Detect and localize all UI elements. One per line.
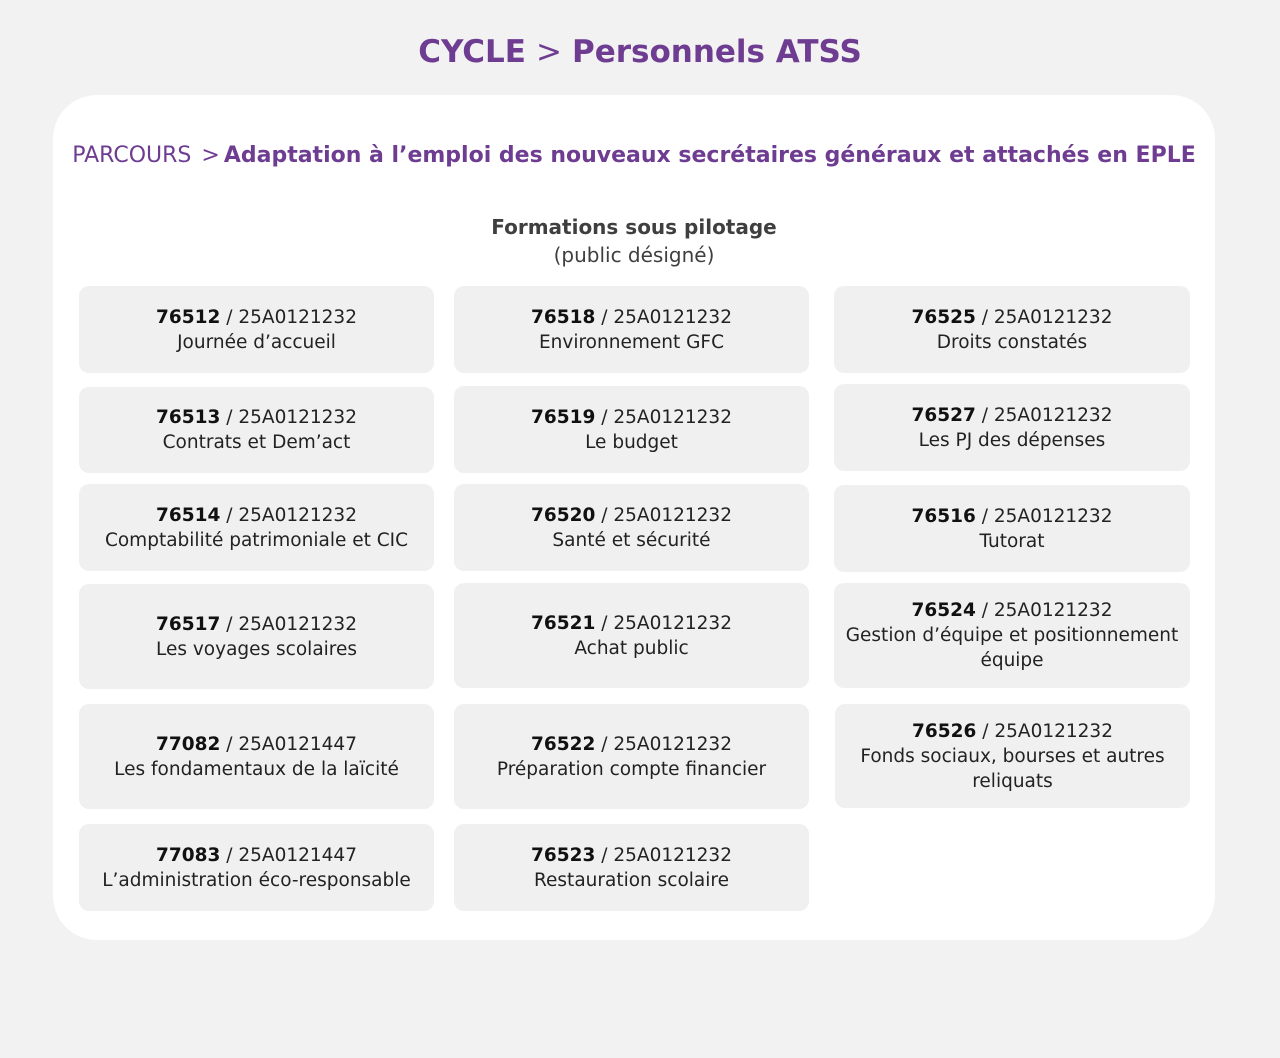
formation-session: / 25A0121232 <box>595 306 732 328</box>
formation-title: Achat public <box>574 637 689 659</box>
formation-session: / 25A0121232 <box>976 720 1113 742</box>
formation-session: / 25A0121232 <box>595 406 732 428</box>
formation-code: 76524 <box>911 600 976 621</box>
formation-title: L’administration éco-responsable <box>102 869 411 891</box>
formation-card[interactable] <box>79 387 434 473</box>
formation-code: 76527 <box>911 404 976 426</box>
formation-code: 76519 <box>531 406 596 428</box>
parcours-name: Adaptation à l’emploi des nouveaux secrétaires généraux et attachés en EPLE <box>223 143 1196 168</box>
formation-title: Restauration scolaire <box>534 869 729 891</box>
parcours-separator: > <box>201 143 220 168</box>
breadcrumb-separator: > <box>535 34 562 70</box>
formation-code: 77082 <box>156 733 221 755</box>
formation-code: 76523 <box>531 844 596 866</box>
formation-card[interactable] <box>79 584 434 689</box>
content-panel <box>53 95 1215 940</box>
formation-card[interactable] <box>834 384 1190 471</box>
formation-title: Préparation compte financier <box>496 758 767 780</box>
formation-code: 76513 <box>156 407 221 428</box>
formation-title: Contrats et Dem’act <box>162 432 351 453</box>
formation-card[interactable] <box>79 286 434 373</box>
formation-card[interactable] <box>454 286 809 373</box>
formation-session: / 25A0121232 <box>975 505 1113 527</box>
formation-session: / 25A0121232 <box>220 407 357 428</box>
formation-card[interactable] <box>454 386 809 473</box>
formation-session: / 25A0121232 <box>975 404 1113 426</box>
formation-title: Gestion d’équipe et positionnement équipe <box>845 625 1179 671</box>
cycle-name: Personnels ATSS <box>571 34 862 70</box>
formation-card[interactable] <box>834 485 1190 572</box>
formation-title: Le budget <box>585 431 678 453</box>
formation-card[interactable] <box>834 286 1190 373</box>
formation-session: / 25A0121232 <box>975 306 1113 328</box>
formation-code: 76514 <box>156 504 221 526</box>
formation-title: Fonds sociaux, bourses et autres reliquats <box>860 745 1165 792</box>
formation-session: / 25A0121232 <box>595 733 732 755</box>
formation-card[interactable] <box>454 704 809 809</box>
formation-code: 76525 <box>911 306 976 328</box>
formation-title: Environnement GFC <box>538 331 724 353</box>
formation-card[interactable] <box>835 704 1190 808</box>
formation-session: / 25A0121232 <box>975 600 1113 621</box>
parcours-label: PARCOURS <box>72 143 192 168</box>
formation-title: Les voyages scolaires <box>155 638 358 660</box>
formation-code: 76526 <box>912 720 977 742</box>
formation-card[interactable] <box>834 583 1190 688</box>
formation-session: / 25A0121232 <box>595 612 732 634</box>
formation-card[interactable] <box>454 583 809 688</box>
cycle-label: CYCLE <box>418 34 526 70</box>
formation-card[interactable] <box>454 824 809 911</box>
formation-title: Droits constatés <box>936 331 1088 353</box>
formation-code: 76516 <box>911 505 976 527</box>
formation-card[interactable] <box>79 824 434 911</box>
formation-session: / 25A0121232 <box>220 504 357 526</box>
formation-code: 77083 <box>156 844 221 866</box>
formation-title: Santé et sécurité <box>552 529 711 551</box>
parcours-heading <box>53 139 1215 173</box>
formation-session: / 25A0121447 <box>220 733 357 755</box>
formation-title: Tutorat <box>979 530 1045 552</box>
section-subtitle: (public désigné) <box>553 243 715 267</box>
section-heading <box>53 213 1215 269</box>
formation-session: / 25A0121232 <box>595 504 732 526</box>
formation-session: / 25A0121447 <box>220 844 357 866</box>
formation-session: / 25A0121232 <box>220 613 357 635</box>
formation-code: 76518 <box>531 306 596 328</box>
formation-title: Journée d’accueil <box>177 331 336 353</box>
formation-code: 76517 <box>156 613 221 635</box>
section-title: Formations sous pilotage <box>491 215 777 239</box>
formation-code: 76512 <box>156 306 221 328</box>
formation-code: 76521 <box>531 612 596 634</box>
formation-title: Comptabilité patrimoniale et CIC <box>104 529 409 551</box>
formation-session: / 25A0121232 <box>595 844 732 866</box>
formation-title: Les fondamentaux de la laïcité <box>114 758 399 780</box>
formation-title: Les PJ des dépenses <box>918 429 1106 451</box>
formation-card[interactable] <box>79 704 434 809</box>
formation-code: 76522 <box>531 733 596 755</box>
formation-card[interactable] <box>454 484 809 571</box>
formation-code: 76520 <box>531 504 596 526</box>
formation-card[interactable] <box>79 484 434 571</box>
formation-session: / 25A0121232 <box>220 306 357 328</box>
cycle-title <box>0 30 1280 74</box>
